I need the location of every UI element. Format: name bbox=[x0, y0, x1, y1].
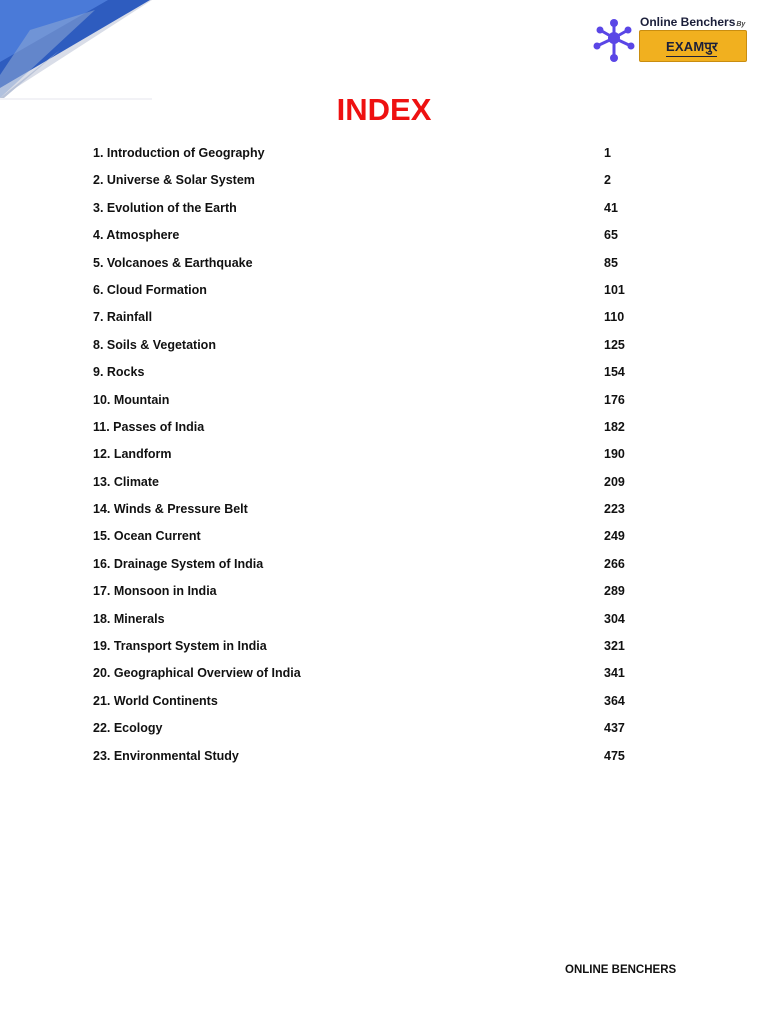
toc-row bbox=[93, 445, 653, 472]
toc-entry-label: 2. Universe & Solar System bbox=[93, 173, 255, 188]
toc-row bbox=[93, 199, 653, 226]
toc-entry-label: 21. World Continents bbox=[93, 693, 218, 708]
corner-decoration bbox=[0, 0, 152, 100]
toc-entry-label: 3. Evolution of the Earth bbox=[93, 200, 237, 215]
toc-entry-label: 20. Geographical Overview of India bbox=[93, 666, 301, 681]
toc-entry-label: 4. Atmosphere bbox=[93, 228, 180, 243]
toc-row bbox=[93, 254, 653, 281]
people-network-icon bbox=[590, 16, 638, 64]
toc-entry-page: 85 bbox=[604, 255, 618, 270]
page-title: INDEX bbox=[336, 92, 432, 127]
toc-row bbox=[93, 418, 653, 445]
toc-entry-label: 7. Rainfall bbox=[93, 310, 153, 325]
toc-entry-page: 321 bbox=[604, 639, 625, 654]
toc-entry-page: 364 bbox=[604, 693, 625, 708]
toc-entry-page: 304 bbox=[604, 611, 625, 626]
toc-entry-label: 16. Drainage System of India bbox=[93, 556, 264, 571]
toc-row bbox=[93, 500, 653, 527]
toc-row bbox=[93, 582, 653, 609]
toc-entry-label: 6. Cloud Formation bbox=[93, 282, 207, 297]
toc-row bbox=[93, 308, 653, 335]
toc-entry-label: 22. Ecology bbox=[93, 721, 163, 736]
toc-row bbox=[93, 473, 653, 500]
toc-entry-page: 437 bbox=[604, 721, 625, 736]
toc-entry-label: 23. Environmental Study bbox=[93, 748, 239, 763]
toc-entry-page: 289 bbox=[604, 584, 625, 599]
toc-entry-page: 154 bbox=[604, 365, 625, 380]
toc-entry-page: 182 bbox=[604, 419, 625, 434]
toc-entry-page: 223 bbox=[604, 502, 625, 517]
toc-row bbox=[93, 719, 653, 746]
toc-row bbox=[93, 692, 653, 719]
toc-row bbox=[93, 171, 653, 198]
toc-entry-page: 341 bbox=[604, 666, 625, 681]
toc-entry-label: 9. Rocks bbox=[93, 365, 145, 380]
toc-entry-label: 11. Passes of India bbox=[93, 419, 205, 434]
toc-entry-page: 475 bbox=[604, 748, 625, 763]
toc-row bbox=[93, 281, 653, 308]
toc-row bbox=[93, 747, 653, 774]
toc-row bbox=[93, 637, 653, 664]
toc-entry-page: 125 bbox=[604, 337, 625, 352]
toc-row bbox=[93, 664, 653, 691]
logo-exam-box bbox=[639, 30, 747, 62]
toc-row bbox=[93, 527, 653, 554]
toc-entry-page: 110 bbox=[604, 310, 625, 325]
toc-entry-label: 12. Landform bbox=[93, 447, 172, 462]
footer-text: ONLINE BENCHERS bbox=[565, 964, 677, 976]
toc-entry-page: 41 bbox=[604, 200, 618, 215]
toc-entry-label: 13. Climate bbox=[93, 474, 160, 489]
toc-entry-label: 10. Mountain bbox=[93, 392, 170, 407]
toc-row bbox=[93, 391, 653, 418]
toc-row bbox=[93, 363, 653, 390]
toc-entry-page: 249 bbox=[604, 529, 625, 544]
toc-entry-label: 8. Soils & Vegetation bbox=[93, 337, 216, 352]
toc-entry-page: 2 bbox=[604, 173, 611, 188]
logo-brand-text: Online BenchersBy bbox=[640, 15, 746, 29]
toc-entry-label: 17. Monsoon in India bbox=[93, 584, 217, 599]
toc-row bbox=[93, 555, 653, 582]
toc-entry-page: 266 bbox=[604, 556, 625, 571]
toc-row bbox=[93, 336, 653, 363]
toc-entry-label: 1. Introduction of Geography bbox=[93, 146, 265, 160]
toc-entry-page: 209 bbox=[604, 474, 625, 489]
toc-entry-page: 65 bbox=[604, 228, 618, 243]
toc-entry-label: 15. Ocean Current bbox=[93, 529, 201, 544]
toc-entry-label: 18. Minerals bbox=[93, 611, 165, 626]
toc-row bbox=[93, 226, 653, 253]
toc-row bbox=[93, 144, 653, 171]
toc-entry-label: 5. Volcanoes & Earthquake bbox=[93, 255, 253, 270]
brand-logo bbox=[590, 14, 750, 64]
logo-exam-text: EXAMपुर bbox=[666, 39, 718, 54]
toc-entry-page: 190 bbox=[604, 447, 625, 462]
table-of-contents bbox=[93, 144, 653, 774]
toc-entry-label: 14. Winds & Pressure Belt bbox=[93, 502, 248, 517]
toc-row bbox=[93, 610, 653, 637]
toc-entry-page: 1 bbox=[604, 146, 611, 160]
toc-entry-page: 176 bbox=[604, 392, 625, 407]
toc-entry-page: 101 bbox=[604, 282, 625, 297]
toc-entry-label: 19. Transport System in India bbox=[93, 639, 267, 654]
